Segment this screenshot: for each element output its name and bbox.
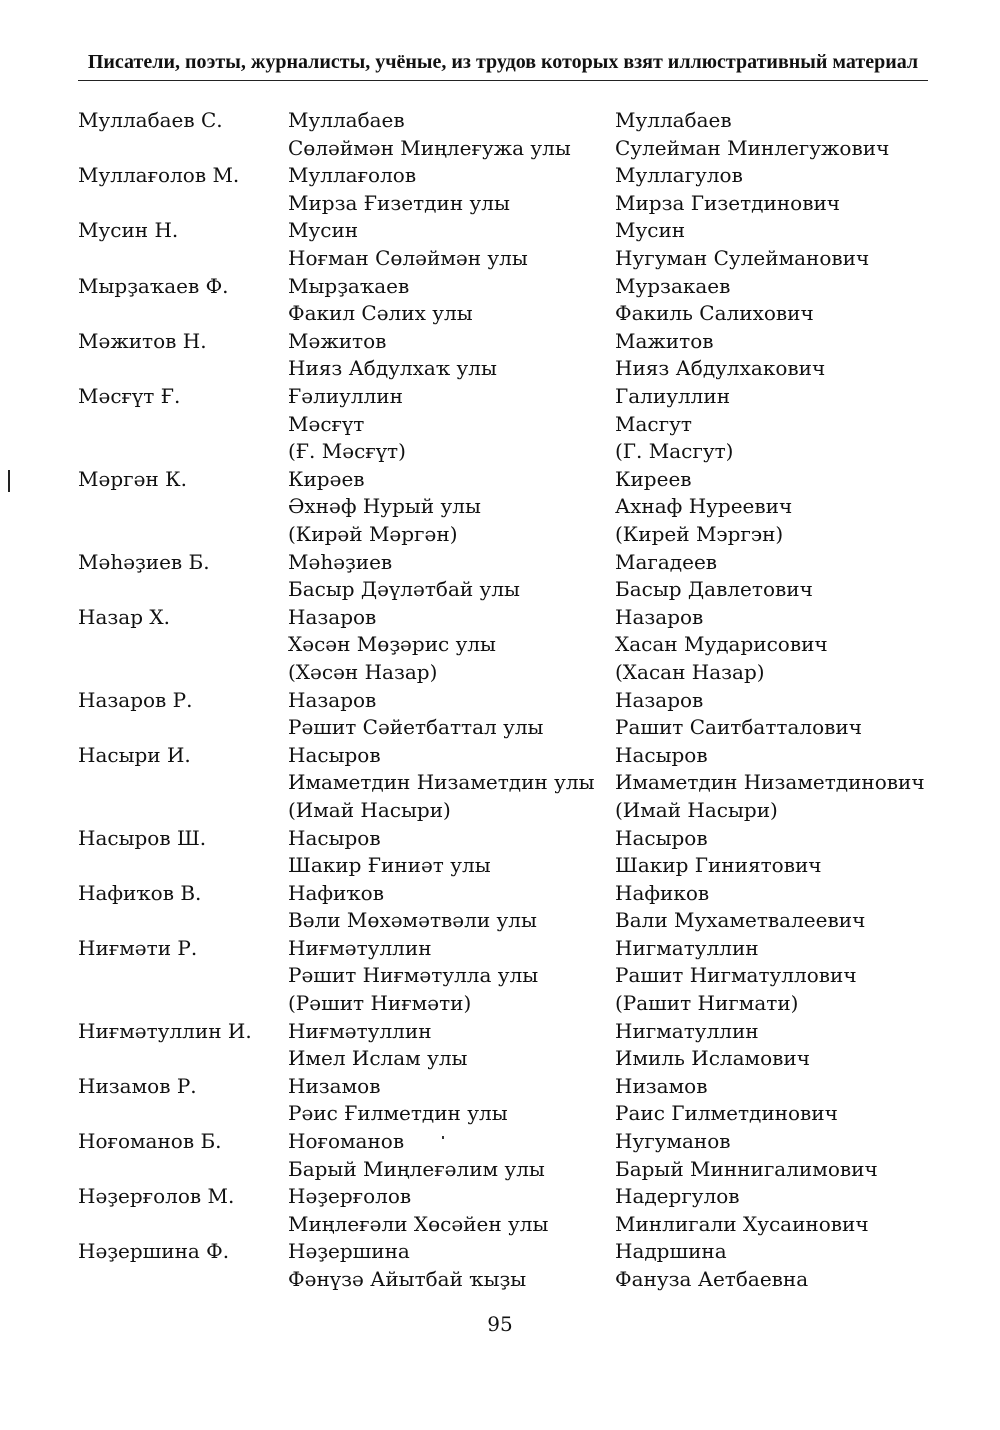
russian-name-line: Мусин xyxy=(615,218,686,243)
short-name xyxy=(78,328,207,356)
bashkir-name-line: Мырҙаҡаев xyxy=(288,273,410,298)
bashkir-name xyxy=(288,1238,526,1293)
russian-name xyxy=(615,1183,869,1238)
bashkir-name-line: Рәис Ғилметдин улы xyxy=(288,1101,508,1126)
russian-name-line: Хасан Мударисович xyxy=(615,632,828,657)
bashkir-name xyxy=(288,383,406,466)
russian-name-line: Имиль Исламович xyxy=(615,1046,810,1071)
bashkir-name-line: Мәсғүт xyxy=(288,411,365,436)
list-item xyxy=(0,935,1000,1018)
bashkir-name-line: Барый Миңлеғәлим улы xyxy=(288,1156,545,1181)
russian-name xyxy=(615,825,822,880)
russian-name-line: Мирза Гизетдинович xyxy=(615,190,841,215)
short-name xyxy=(78,162,239,190)
russian-name-line: Минлигали Хусаинович xyxy=(615,1211,869,1236)
russian-name-line: (Имай Насыри) xyxy=(615,797,778,822)
russian-name-line: Назаров xyxy=(615,687,704,712)
russian-name-line: Киреев xyxy=(615,466,692,491)
bashkir-name-line: Нияз Абдулхаҡ улы xyxy=(288,356,497,381)
short-name-text: Мусин Н. xyxy=(78,218,179,243)
list-item xyxy=(0,687,1000,742)
short-name xyxy=(78,1073,197,1101)
russian-name-line: Ахнаф Нуреевич xyxy=(615,494,793,519)
russian-name-line: Раис Гилметдинович xyxy=(615,1101,838,1126)
short-name-text: Ноғоманов Б. xyxy=(78,1129,222,1154)
bashkir-name-line: (Хәсән Назар) xyxy=(288,659,438,684)
short-name-text: Назар Х. xyxy=(78,604,170,629)
bashkir-name-line: Имел Ислам улы xyxy=(288,1046,468,1071)
short-name xyxy=(78,687,192,715)
russian-name-line: (Рашит Нигмати) xyxy=(615,991,799,1016)
russian-name-line: Низамов xyxy=(615,1073,708,1098)
short-name-text: Нәҙерғолов М. xyxy=(78,1184,235,1209)
russian-name xyxy=(615,383,733,466)
russian-name xyxy=(615,328,825,383)
bashkir-name-line: Рәшит Ниғмәтулла улы xyxy=(288,963,539,988)
bashkir-name-line: Факил Сәлих улы xyxy=(288,301,473,326)
bashkir-name-line: Мәһәҙиев xyxy=(288,549,393,574)
russian-name-line: Нугуман Сулейманович xyxy=(615,245,870,270)
page-number: 95 xyxy=(487,1312,513,1336)
short-name-text: Насыри И. xyxy=(78,742,191,767)
short-name xyxy=(78,825,206,853)
russian-name-line: (Кирей Мэргэн) xyxy=(615,521,784,546)
bashkir-name-line: (Рәшит Ниғмәти) xyxy=(288,991,472,1016)
russian-name xyxy=(615,107,889,162)
russian-name xyxy=(615,1128,878,1183)
short-name xyxy=(78,604,170,632)
russian-name-line: Рашит Саитбатталович xyxy=(615,715,862,740)
bashkir-name-line: Муллағолов xyxy=(288,163,417,188)
list-item xyxy=(0,742,1000,825)
russian-name xyxy=(615,1073,838,1128)
russian-name-line: Масгут xyxy=(615,411,692,436)
bashkir-name-line: Хәсән Мөҙәрис улы xyxy=(288,632,496,657)
russian-name xyxy=(615,1238,808,1293)
russian-name-line: Вали Мухаметвалеевич xyxy=(615,908,866,933)
bashkir-name xyxy=(288,328,497,383)
russian-name-line: Нигматуллин xyxy=(615,1018,759,1043)
bashkir-name-line: Басыр Дәүләтбай улы xyxy=(288,577,520,602)
list-item xyxy=(0,217,1000,272)
bashkir-name-line: Мәжитов xyxy=(288,328,387,353)
list-item xyxy=(0,1128,1000,1183)
russian-name-line: Насыров xyxy=(615,742,708,767)
short-name xyxy=(78,107,223,135)
short-name-text: Ниғмәти Р. xyxy=(78,935,198,960)
bashkir-name-line: Нафиҡов xyxy=(288,880,384,905)
list-item xyxy=(0,1018,1000,1073)
short-name-text: Нафиҡов В. xyxy=(78,880,202,905)
short-name-text: Муллабаев С. xyxy=(78,108,223,132)
bashkir-name-line: Назаров xyxy=(288,604,377,629)
short-name xyxy=(78,1128,222,1156)
print-speck xyxy=(442,1136,444,1139)
russian-name-line: Надршина xyxy=(615,1239,727,1264)
list-item xyxy=(0,328,1000,383)
russian-name-line: Назаров xyxy=(615,604,704,629)
short-name-text: Муллағолов М. xyxy=(78,163,240,188)
bashkir-name-line: (Имай Насыри) xyxy=(288,797,451,822)
list-item xyxy=(0,273,1000,328)
list-item xyxy=(0,107,1000,162)
russian-name xyxy=(615,604,828,687)
short-name-text: Мырҙаҡаев Ф. xyxy=(78,273,229,298)
short-name-text: Мәһәҙиев Б. xyxy=(78,549,210,574)
russian-name xyxy=(615,1018,810,1073)
russian-name-line: Муллабаев xyxy=(615,108,732,132)
list-item xyxy=(0,1183,1000,1238)
bashkir-name-line: Назаров xyxy=(288,687,377,712)
russian-name xyxy=(615,549,813,604)
russian-name-line: Магадеев xyxy=(615,549,718,574)
russian-name-line: (Г. Масгут) xyxy=(615,439,734,464)
russian-name xyxy=(615,217,869,272)
list-item xyxy=(0,466,1000,549)
short-name-text: Насыров Ш. xyxy=(78,825,207,850)
russian-name-line: Барый Миннигалимович xyxy=(615,1156,878,1181)
short-name-text: Ниғмәтуллин И. xyxy=(78,1018,252,1043)
short-name xyxy=(78,466,187,494)
russian-name xyxy=(615,742,925,825)
russian-name-line: Шакир Гиниятович xyxy=(615,853,822,878)
bashkir-name-line: (Кирәй Мәргән) xyxy=(288,521,458,546)
russian-name-line: (Хасан Назар) xyxy=(615,659,765,684)
bashkir-name-line: Ноғоманов xyxy=(288,1129,405,1154)
short-name xyxy=(78,273,229,301)
bashkir-name-line: Ғәлиуллин xyxy=(288,383,403,408)
author-list xyxy=(0,107,1000,1294)
bashkir-name xyxy=(288,1183,548,1238)
bashkir-name-line: Вәли Мөхәмәтвәли улы xyxy=(288,908,537,933)
russian-name-line: Нугуманов xyxy=(615,1129,731,1154)
list-item xyxy=(0,880,1000,935)
short-name xyxy=(78,1238,229,1266)
bashkir-name-line: Насыров xyxy=(288,742,381,767)
short-name xyxy=(78,1183,234,1211)
list-item xyxy=(0,1073,1000,1128)
bashkir-name xyxy=(288,549,520,604)
list-item xyxy=(0,383,1000,466)
bashkir-name-line: Нәҙерғолов xyxy=(288,1184,412,1209)
russian-name xyxy=(615,935,857,1018)
bashkir-name-line: Ниғмәтуллин xyxy=(288,935,432,960)
list-item xyxy=(0,162,1000,217)
russian-name-line: Муллагулов xyxy=(615,163,743,188)
bashkir-name xyxy=(288,880,537,935)
list-item xyxy=(0,549,1000,604)
header-rule xyxy=(78,80,928,81)
russian-name xyxy=(615,880,865,935)
russian-name-line: Сулейман Минлегужович xyxy=(615,135,890,160)
bashkir-name xyxy=(288,825,491,880)
short-name xyxy=(78,217,178,245)
short-name-text: Мәргән К. xyxy=(78,466,187,491)
bashkir-name-line: Ноғман Сөләймән улы xyxy=(288,245,528,270)
running-header: Писатели, поэты, журналисты, учёные, из трудов которых взят иллюстративный материал xyxy=(87,51,919,73)
russian-name-line: Фануза Аетбаевна xyxy=(615,1267,809,1292)
short-name-text: Назаров Р. xyxy=(78,687,193,712)
bashkir-name-line: Имаметдин Низаметдин улы xyxy=(288,770,595,795)
bashkir-name xyxy=(288,1018,467,1073)
bashkir-name xyxy=(288,687,543,742)
list-item xyxy=(0,604,1000,687)
russian-name-line: Факиль Салихович xyxy=(615,301,814,326)
bashkir-name-line: Шакир Ғиниәт улы xyxy=(288,853,491,878)
bashkir-name-line: Низамов xyxy=(288,1073,381,1098)
russian-name-line: Нияз Абдулхакович xyxy=(615,356,826,381)
list-item xyxy=(0,1238,1000,1293)
bashkir-name xyxy=(288,935,538,1018)
bashkir-name xyxy=(288,742,595,825)
short-name xyxy=(78,880,201,908)
bashkir-name xyxy=(288,162,510,217)
short-name xyxy=(78,549,210,577)
bashkir-name-line: Мирза Ғизетдин улы xyxy=(288,190,510,215)
bashkir-name xyxy=(288,1128,545,1183)
bashkir-name-line: Фәнүзә Айытбай ҡыҙы xyxy=(288,1267,527,1292)
short-name xyxy=(78,742,191,770)
russian-name xyxy=(615,466,792,549)
bashkir-name-line: Сөләймән Миңлеғужа улы xyxy=(288,135,571,160)
bashkir-name xyxy=(288,466,481,549)
short-name xyxy=(78,935,197,963)
bashkir-name xyxy=(288,1073,508,1128)
russian-name-line: Нафиков xyxy=(615,880,710,905)
russian-name xyxy=(615,687,862,742)
short-name-text: Мәжитов Н. xyxy=(78,328,207,353)
bashkir-name-line: Кирәев xyxy=(288,466,365,491)
bashkir-name-line: Рәшит Сәйетбаттал улы xyxy=(288,715,544,740)
bashkir-name-line: Әхнәф Нурый улы xyxy=(288,494,481,519)
bashkir-name xyxy=(288,217,528,272)
russian-name xyxy=(615,162,840,217)
list-item xyxy=(0,825,1000,880)
russian-name xyxy=(615,273,814,328)
russian-name-line: Мурзакаев xyxy=(615,273,731,298)
bashkir-name-line: Нәҙершина xyxy=(288,1239,410,1264)
short-name-text: Низамов Р. xyxy=(78,1073,197,1098)
short-name xyxy=(78,1018,252,1046)
russian-name-line: Галиуллин xyxy=(615,383,731,408)
bashkir-name-line: Миңлеғәли Хөсәйен улы xyxy=(288,1211,549,1236)
short-name-text: Нәҙершина Ф. xyxy=(78,1239,230,1264)
russian-name-line: Имаметдин Низаметдинович xyxy=(615,770,925,795)
russian-name-line: Насыров xyxy=(615,825,708,850)
bashkir-name-line: (Ғ. Мәсғүт) xyxy=(288,439,406,464)
russian-name-line: Рашит Нигматуллович xyxy=(615,963,857,988)
bashkir-name xyxy=(288,273,473,328)
bashkir-name-line: Насыров xyxy=(288,825,381,850)
russian-name-line: Мажитов xyxy=(615,328,714,353)
russian-name-line: Надергулов xyxy=(615,1184,740,1209)
bashkir-name xyxy=(288,107,571,162)
short-name-text: Мәсғүт Ғ. xyxy=(78,383,181,408)
short-name xyxy=(78,383,180,411)
bashkir-name xyxy=(288,604,496,687)
russian-name-line: Басыр Давлетович xyxy=(615,577,813,602)
bashkir-name-line: Ниғмәтуллин xyxy=(288,1018,432,1043)
bashkir-name-line: Муллабаев xyxy=(288,108,405,132)
bashkir-name-line: Мусин xyxy=(288,218,359,243)
russian-name-line: Нигматуллин xyxy=(615,935,759,960)
